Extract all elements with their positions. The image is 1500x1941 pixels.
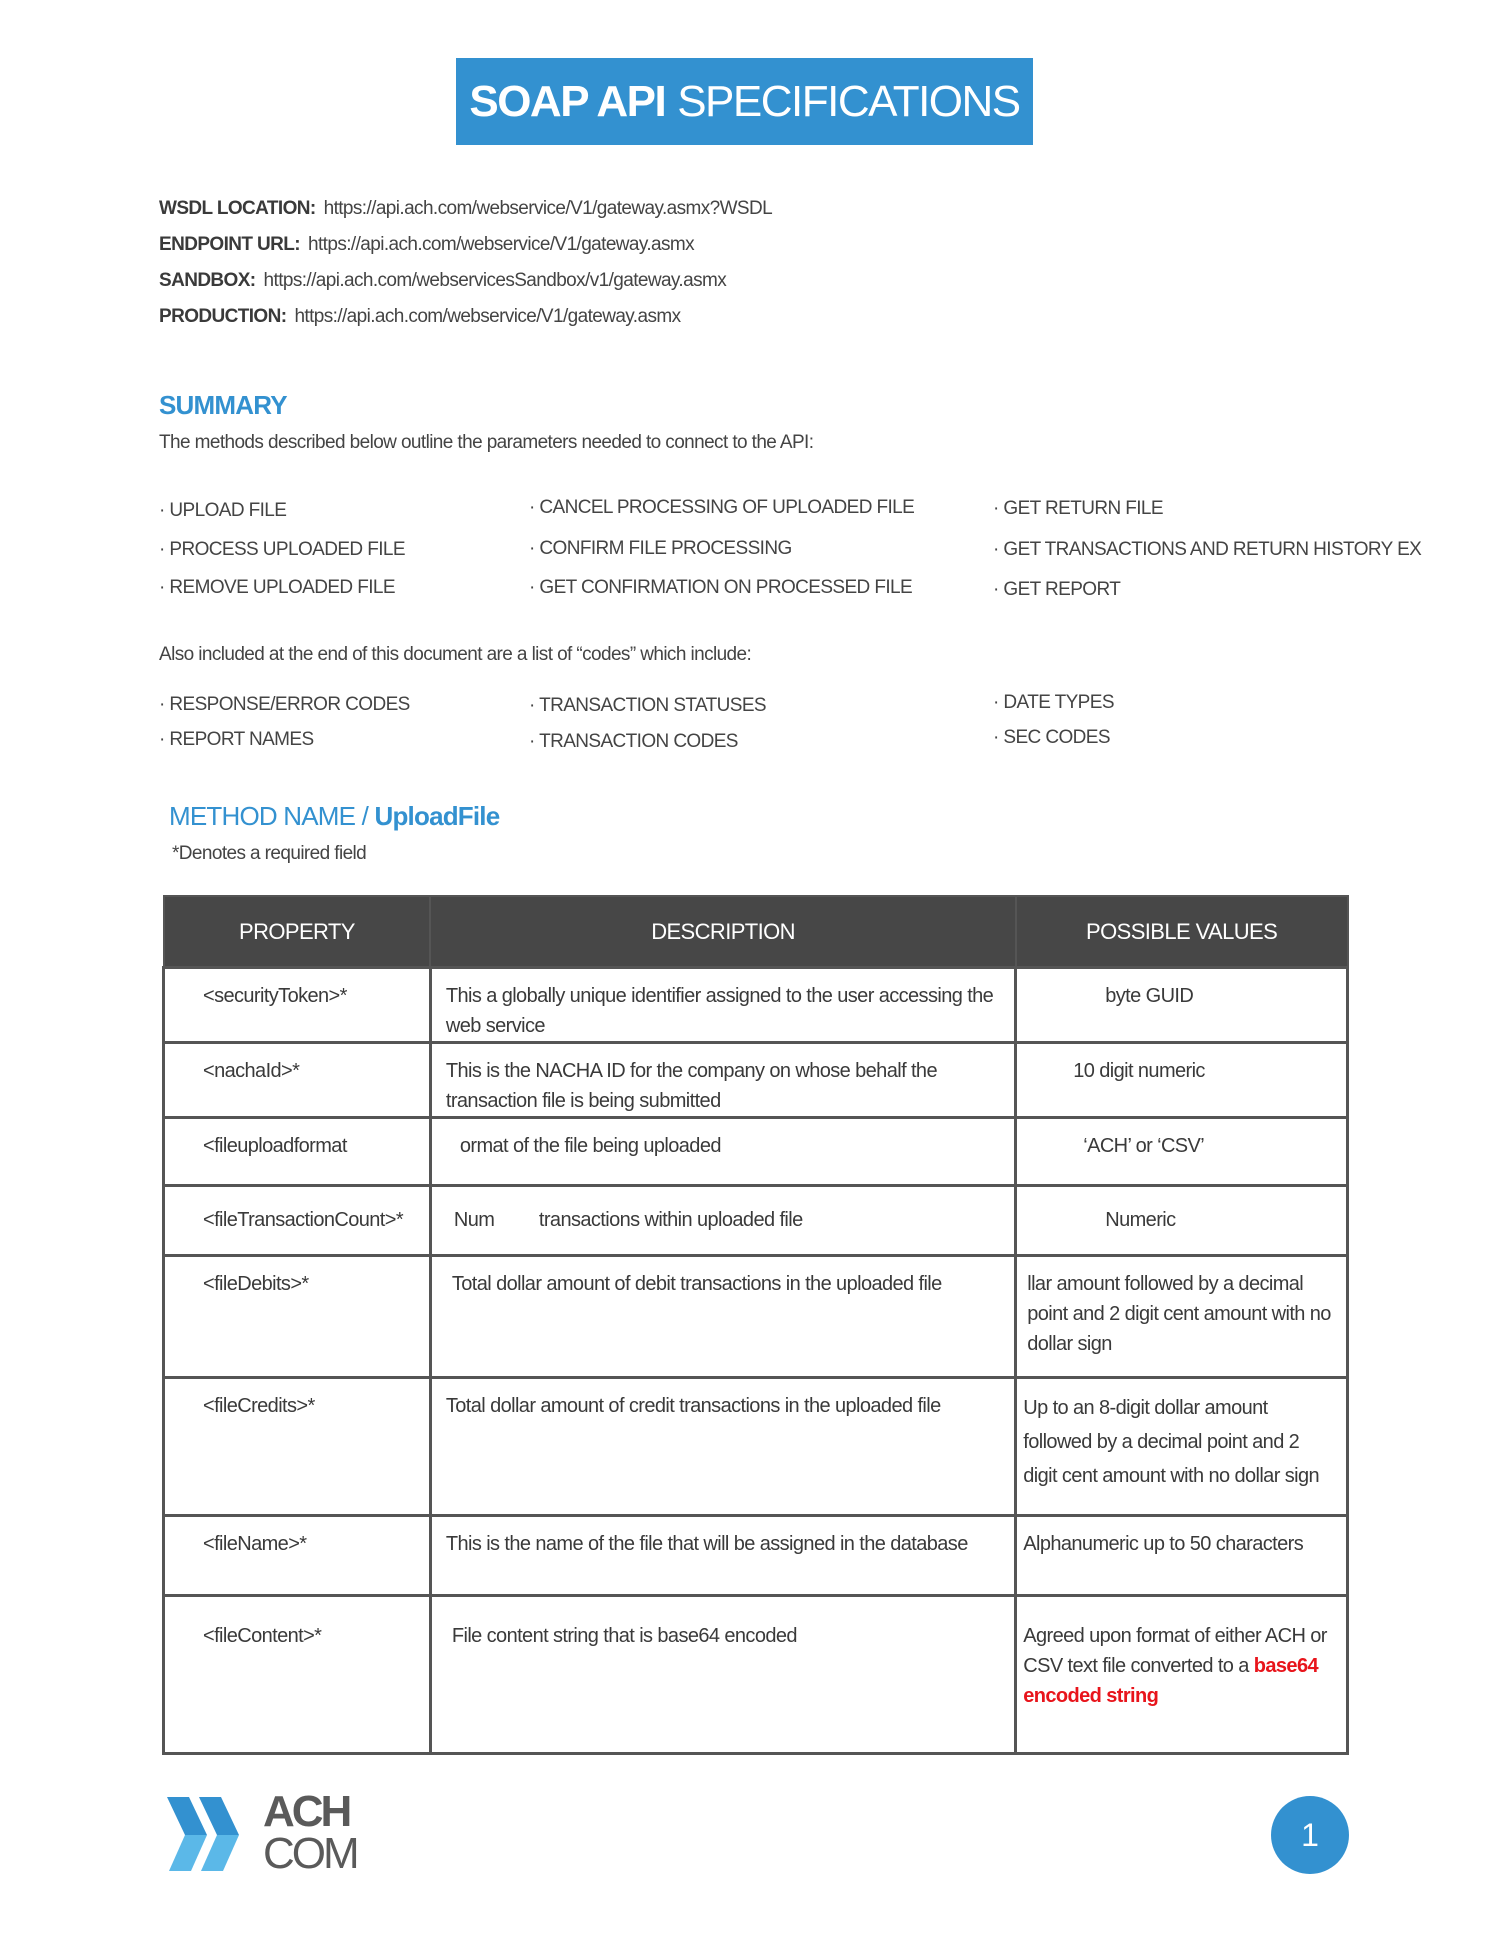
code-list-item: · SEC CODES: [993, 727, 1110, 748]
values-cell: Up to an 8-digit dollar amount followed by a decimal point and 2 digit cent amount with no dollar sign: [1016, 1378, 1348, 1516]
values-cell: Alphanumeric up to 50 characters: [1016, 1516, 1348, 1596]
page-number: 1: [1271, 1796, 1349, 1874]
table-header-row: [164, 896, 1348, 968]
summary-heading: SUMMARY: [159, 390, 287, 420]
method-list-item: · GET REPORT: [993, 579, 1121, 600]
method-list-item: · CONFIRM FILE PROCESSING: [529, 538, 792, 559]
table-row: [164, 1043, 1348, 1118]
values-text: Agreed upon format of either ACH or CSV text file converted to a: [1023, 1625, 1327, 1677]
logo-text-ach: ACH: [263, 1787, 350, 1836]
table-row: [164, 1118, 1348, 1186]
method-list-item: · UPLOAD FILE: [159, 500, 287, 521]
url: https://api.ach.com/webservice/V1/gateway.asmx?WSDL: [323, 198, 773, 219]
method-list-item: · CANCEL PROCESSING OF UPLOADED FILE: [529, 497, 915, 518]
table-row: [164, 1186, 1348, 1256]
method-list-item: · GET CONFIRMATION ON PROCESSED FILE: [529, 577, 913, 598]
method-prefix: METHOD NAME /: [169, 801, 369, 831]
values-highlight: base64 encoded string: [1023, 1655, 1318, 1707]
description-cell: Total dollar amount of debit transactions in the uploaded file: [430, 1256, 1015, 1378]
title-bold: SOAP API: [469, 76, 666, 126]
code-list-item: · REPORT NAMES: [159, 729, 314, 750]
page-title: [456, 58, 1033, 145]
ach-com-logo: [165, 1787, 365, 1878]
production-url: [159, 306, 680, 328]
description-cell: File content string that is base64 encoded: [430, 1596, 1015, 1754]
codes-intro: Also included at the end of this document are a list of “codes” which include:: [159, 644, 752, 665]
label: WSDL LOCATION:: [159, 198, 316, 219]
column-header: POSSIBLE VALUES: [1016, 896, 1348, 968]
code-list-item: · RESPONSE/ERROR CODES: [159, 694, 410, 715]
property-cell: <fileName>*: [164, 1516, 431, 1596]
wsdl-location: [159, 198, 772, 220]
method-list-item: · GET TRANSACTIONS AND RETURN HISTORY EX: [993, 539, 1422, 560]
method-list-item: · REMOVE UPLOADED FILE: [159, 577, 395, 598]
property-cell: <fileTransactionCount>*: [164, 1186, 431, 1256]
values-cell: [1016, 1596, 1348, 1754]
summary-intro: The methods described below outline the parameters needed to connect to the API:: [159, 432, 814, 453]
url: https://api.ach.com/webservice/V1/gateway.asmx: [308, 234, 695, 255]
property-cell: <securityToken>*: [164, 968, 431, 1043]
parameters-table: [162, 895, 1349, 1755]
values-cell: Numeric: [1016, 1186, 1348, 1256]
chevron-logo-icon: [165, 1795, 250, 1873]
property-cell: <fileuploadformat: [164, 1118, 431, 1186]
property-cell: <nachaId>*: [164, 1043, 431, 1118]
table-row: [164, 968, 1348, 1043]
method-heading: [169, 801, 499, 832]
description-cell: This a globally unique identifier assigned to the user accessing the web service: [430, 968, 1015, 1043]
label: SANDBOX:: [159, 270, 256, 291]
column-header: DESCRIPTION: [430, 896, 1015, 968]
table-row: [164, 1378, 1348, 1516]
label: ENDPOINT URL:: [159, 234, 301, 255]
code-list-item: · TRANSACTION STATUSES: [529, 695, 766, 716]
table-row: [164, 1256, 1348, 1378]
title-rest: SPECIFICATIONS: [677, 76, 1020, 126]
endpoint-url: [159, 234, 694, 256]
method-list-item: · PROCESS UPLOADED FILE: [159, 539, 405, 560]
required-note: *Denotes a required field: [172, 843, 367, 864]
property-cell: <fileDebits>*: [164, 1256, 431, 1378]
table-row: [164, 1516, 1348, 1596]
description-cell: Num transactions within uploaded file: [430, 1186, 1015, 1256]
description-cell: This is the name of the file that will be assigned in the database: [430, 1516, 1015, 1596]
sandbox-url: [159, 270, 726, 292]
values-cell: 10 digit numeric: [1016, 1043, 1348, 1118]
url: https://api.ach.com/webservice/V1/gateway.asmx: [294, 306, 681, 327]
property-cell: <fileCredits>*: [164, 1378, 431, 1516]
logo-text-com: COM: [263, 1829, 357, 1878]
url: https://api.ach.com/webservicesSandbox/v1/gateway.asmx: [263, 270, 727, 291]
values-cell: llar amount followed by a decimal point and 2 digit cent amount with no dollar sign: [1016, 1256, 1348, 1378]
column-header: PROPERTY: [164, 896, 431, 968]
label: PRODUCTION:: [159, 306, 287, 327]
description-cell: Total dollar amount of credit transactions in the uploaded file: [430, 1378, 1015, 1516]
property-cell: <fileContent>*: [164, 1596, 431, 1754]
table-row: [164, 1596, 1348, 1754]
values-cell: ‘ACH’ or ‘CSV’: [1016, 1118, 1348, 1186]
code-list-item: · DATE TYPES: [993, 692, 1114, 713]
method-name: UploadFile: [374, 801, 500, 831]
values-cell: byte GUID: [1016, 968, 1348, 1043]
description-cell: This is the NACHA ID for the company on whose behalf the transaction file is being submitted: [430, 1043, 1015, 1118]
code-list-item: · TRANSACTION CODES: [529, 731, 738, 752]
description-cell: ormat of the file being uploaded: [430, 1118, 1015, 1186]
method-list-item: · GET RETURN FILE: [993, 498, 1163, 519]
